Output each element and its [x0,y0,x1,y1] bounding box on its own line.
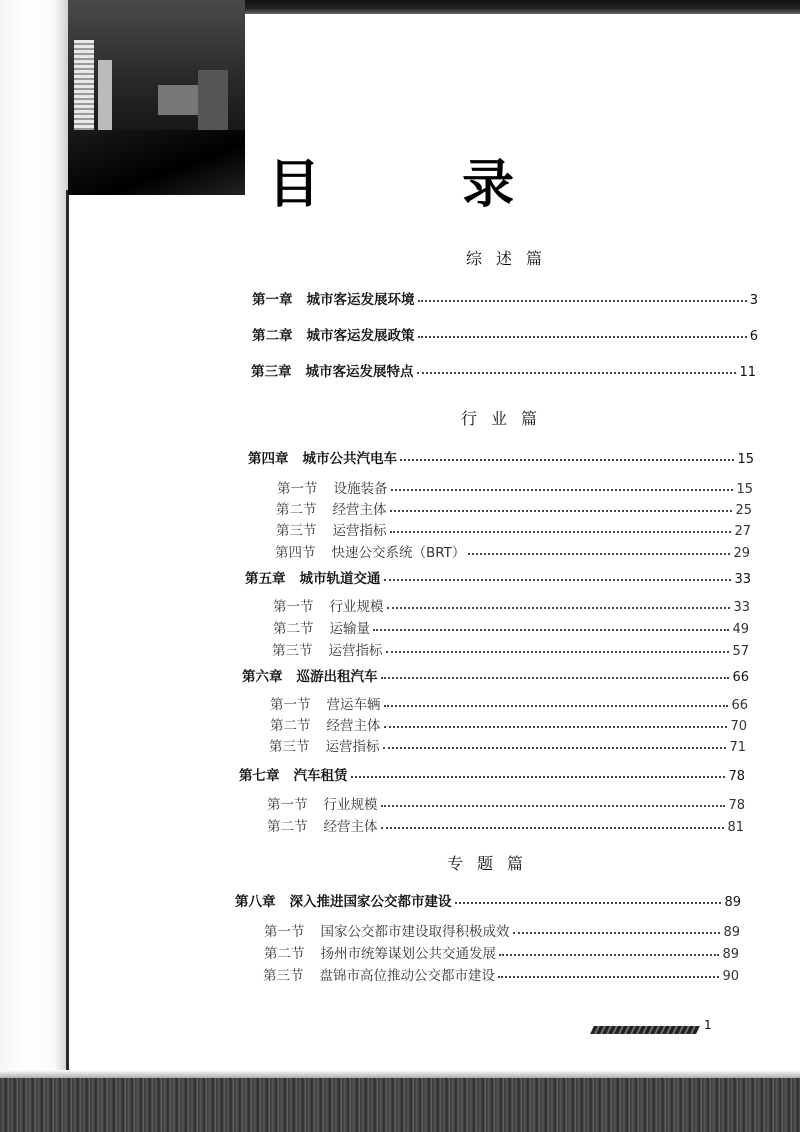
page-ref: 6 [749,329,758,344]
page-number: 1 [704,1018,712,1032]
leader-dots [387,607,731,609]
building-shape [198,70,228,130]
toc-section-row[interactable] [275,539,750,561]
leader-dots [455,902,722,904]
leader-dots [468,553,730,555]
section-heading: 行业篇 [461,409,552,428]
section-title: 国家公交都市建设取得积极成效 [320,924,510,940]
leader-dots [390,510,733,512]
page-ref: 90 [722,969,739,984]
scan-left-margin [0,0,68,1080]
chapter-number: 第一章 [252,292,293,308]
page-ref: 66 [731,698,748,713]
page-ref: 57 [732,644,749,659]
section-number: 第二节 [264,946,305,962]
chapter-title: 城市客运发展特点 [305,364,414,380]
page-ref: 66 [732,670,749,685]
page-ref: 33 [734,572,751,587]
chapter-title: 城市客运发展政策 [306,328,415,344]
toc-chapter-row[interactable] [248,445,754,467]
chapter-title: 城市公共汽电车 [302,451,397,467]
page-ref: 89 [723,925,740,940]
section-number: 第三节 [276,523,317,539]
section-title: 扬州市统筹谋划公共交通发展 [320,946,496,962]
toc-section-row[interactable] [273,615,749,637]
leader-dots [384,705,729,707]
page-title: 目 录 [268,154,577,215]
page-ref: 49 [732,622,749,637]
leader-dots [513,932,721,934]
toc-chapter-row[interactable] [252,286,758,308]
leader-dots [383,747,727,749]
section-number: 第二节 [273,621,314,637]
section-number: 第一节 [270,697,311,713]
section-number: 第一节 [273,599,314,615]
road-shape [68,130,245,195]
leader-dots [386,651,730,653]
leader-dots [373,629,729,631]
page-ref: 33 [733,600,750,615]
section-number: 第三节 [272,643,313,659]
chapter-title: 深入推进国家公交都市建设 [289,894,452,910]
leader-dots [498,976,719,978]
toc-section-row[interactable] [276,496,752,518]
leader-dots [400,459,734,461]
page-ref: 11 [739,365,756,380]
toc-section-row[interactable] [277,475,753,497]
page-ref: 3 [749,293,758,308]
section-number: 第一节 [277,481,318,497]
toc-chapter-row[interactable] [252,322,758,344]
toc-section-row[interactable] [267,791,745,813]
section-number: 第一节 [264,924,305,940]
toc-section-row[interactable] [270,712,747,734]
leader-dots [384,579,732,581]
page-ref: 78 [728,769,745,784]
leader-dots [381,805,726,807]
toc-chapter-row[interactable] [235,888,741,910]
leader-dots [418,336,747,338]
section-heading: 综述篇 [466,249,557,268]
city-night-photo [68,0,245,195]
section-number: 第一节 [267,797,308,813]
leader-dots [381,677,730,679]
leader-dots [351,776,726,778]
toc-chapter-row[interactable] [239,762,745,784]
section-title: 设施装备 [333,481,388,497]
chapter-number: 第五章 [245,571,286,587]
page-ref: 71 [729,740,746,755]
chapter-title: 巡游出租汽车 [296,669,378,685]
page-ref: 89 [722,947,739,962]
chapter-number: 第四章 [248,451,289,467]
leader-dots [418,300,747,302]
section-number: 第四节 [275,545,316,561]
chapter-number: 第二章 [252,328,293,344]
toc-section-row[interactable] [270,691,748,713]
leader-dots [384,726,728,728]
chapter-title: 汽车租赁 [293,768,348,784]
building-shape [74,40,94,130]
page-ref: 15 [737,452,754,467]
toc-section-row[interactable] [269,733,746,755]
chapter-number: 第八章 [235,894,276,910]
leader-dots [417,372,737,374]
section-title: 行业规模 [329,599,384,615]
section-title: 经营主体 [332,502,387,518]
toc-section-row[interactable] [276,517,751,539]
page-ref: 25 [735,503,752,518]
section-title: 运输量 [329,621,370,637]
toc-section-row[interactable] [272,637,749,659]
page-ref: 89 [724,895,741,910]
page-ref: 78 [728,798,745,813]
page-ref: 27 [734,524,751,539]
section-heading: 专题篇 [447,854,538,873]
toc-section-row[interactable] [263,962,739,984]
toc-section-row[interactable] [273,593,750,615]
scan-binding-line [66,190,69,1090]
chapter-number: 第七章 [239,768,280,784]
section-title: 盘锦市高位推动公交都市建设 [319,968,495,984]
toc-section-row[interactable] [267,813,744,835]
chapter-title: 城市客运发展环境 [306,292,415,308]
section-title: 经营主体 [323,819,378,835]
page-footer-mark [590,1026,700,1034]
leader-dots [391,489,734,491]
section-title: 运营指标 [332,523,387,539]
toc-chapter-row[interactable] [251,358,756,380]
chapter-number: 第三章 [251,364,292,380]
section-title: 运营指标 [328,643,383,659]
leader-dots [499,954,719,956]
building-shape [158,85,198,115]
scan-bottom-shadow [0,1078,800,1132]
section-number: 第二节 [267,819,308,835]
section-number: 第二节 [276,502,317,518]
section-title: 营运车辆 [326,697,381,713]
page-ref: 29 [733,546,750,561]
page-ref: 81 [727,820,744,835]
leader-dots [381,827,725,829]
section-title: 运营指标 [325,739,380,755]
section-number: 第三节 [269,739,310,755]
page-ref: 15 [736,482,753,497]
section-number: 第二节 [270,718,311,734]
building-shape [98,60,112,130]
section-title: 经营主体 [326,718,381,734]
section-title: 行业规模 [323,797,378,813]
section-title: 快速公交系统（BRT） [331,545,466,561]
chapter-title: 城市轨道交通 [299,571,381,587]
toc-chapter-row[interactable] [245,565,751,587]
section-number: 第三节 [263,968,304,984]
toc-section-row[interactable] [264,940,739,962]
leader-dots [390,531,732,533]
toc-section-row[interactable] [264,918,740,940]
toc-chapter-row[interactable] [242,663,749,685]
page-ref: 70 [730,719,747,734]
scan-top-shadow [245,0,800,14]
chapter-number: 第六章 [242,669,283,685]
